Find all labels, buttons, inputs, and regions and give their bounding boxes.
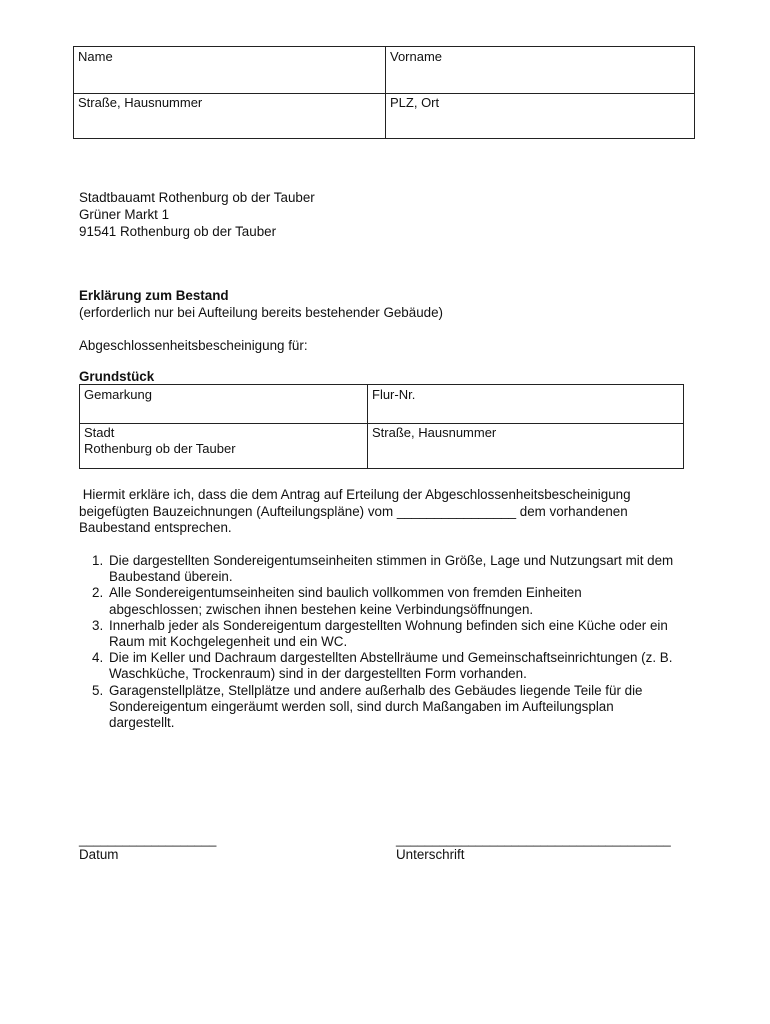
list-item-line: Waschküche, Trockenraum) sind in der dargestellten Form vorhanden.	[109, 666, 527, 682]
recipient-line-2: Grüner Markt 1	[79, 207, 170, 222]
signature-line[interactable]: ______________________________________	[396, 832, 671, 847]
plot-street-field[interactable]	[372, 425, 496, 441]
date-signature-line[interactable]: ___________________	[79, 832, 217, 847]
plz-label: PLZ, Ort	[390, 95, 440, 110]
street-field[interactable]	[78, 95, 202, 111]
stadt-label: Stadt	[84, 425, 115, 440]
list-number: 3.	[92, 617, 104, 633]
street-label: Straße, Hausnummer	[78, 95, 203, 110]
list-item-line: Sondereigentum eingeräumt werden soll, sind durch Maßangaben im Aufteilungsplan	[109, 698, 614, 714]
list-item-line: Alle Sondereigentumseinheiten sind baulich vollkommen von fremden Einheiten	[109, 585, 582, 601]
date-label: Datum	[79, 847, 119, 862]
plot-heading: Grundstück	[79, 369, 155, 384]
gemarkung-field[interactable]	[84, 387, 152, 403]
flur-field[interactable]	[372, 387, 415, 403]
table-divider-horizontal	[80, 423, 683, 424]
flur-label: Flur-Nr.	[372, 387, 416, 402]
list-number: 2.	[92, 585, 104, 601]
gemarkung-label: Gemarkung	[84, 387, 152, 402]
applicant-table	[73, 46, 695, 139]
recipient-line-3: 91541 Rothenburg ob der Tauber	[79, 224, 277, 239]
stadt-value: Rothenburg ob der Tauber	[84, 441, 236, 456]
list-item-line: Die im Keller und Dachraum dargestellten Abstellräume und Gemeinschaftseinrichtungen (z. B.	[109, 650, 673, 666]
list-number: 1.	[92, 553, 104, 568]
statement-line-2: beigefügten Bauzeichnungen (Aufteilungspläne) vom ________________ dem vorhandenen	[79, 503, 628, 519]
list-item-line: Die dargestellten Sondereigentumseinheiten stimmen in Größe, Lage und Nutzungsart mit dem	[109, 553, 674, 568]
list-item-line: dargestellt.	[109, 715, 175, 731]
stadt-field[interactable]	[84, 425, 236, 457]
signature-label: Unterschrift	[396, 847, 465, 862]
list-item-line: Garagenstellplätze, Stellplätze und andere außerhalb des Gebäudes liegende Teile für die	[109, 682, 643, 698]
declaration-subtitle: (erforderlich nur bei Aufteilung bereits bestehender Gebäude)	[79, 305, 444, 320]
list-item-line: abgeschlossen; zwischen ihnen bestehen keine Verbindungsöffnungen.	[109, 601, 534, 617]
plot-street-label: Straße, Hausnummer	[372, 425, 497, 440]
statement-paragraph	[79, 487, 679, 537]
statement-line-1: Hiermit erkläre ich, dass die dem Antrag auf Erteilung der Abgeschlossenheitsbescheinigung	[79, 487, 631, 502]
plot-table	[79, 384, 684, 469]
list-item	[79, 585, 699, 617]
list-number: 5.	[92, 682, 104, 698]
declaration-list	[79, 553, 699, 731]
certificate-for-label: Abgeschlossenheitsbescheinigung für:	[79, 338, 308, 353]
plz-field[interactable]	[390, 95, 439, 111]
declaration-title: Erklärung zum Bestand	[79, 288, 229, 303]
list-item-line: Baubestand überein.	[109, 569, 233, 585]
list-item	[79, 650, 699, 682]
vorname-field[interactable]	[390, 49, 442, 65]
list-item	[79, 683, 699, 732]
name-label: Name	[78, 49, 113, 64]
statement-line-3: Baubestand entsprechen.	[79, 520, 232, 535]
table-divider-vertical	[367, 385, 368, 468]
list-number: 4.	[92, 650, 104, 666]
table-divider-horizontal	[74, 93, 694, 94]
recipient-line-1: Stadtbauamt Rothenburg ob der Tauber	[79, 190, 315, 205]
name-field[interactable]	[78, 49, 113, 65]
list-item	[79, 618, 699, 650]
list-item-line: Raum mit Kochgelegenheit und ein WC.	[109, 634, 348, 650]
vorname-label: Vorname	[390, 49, 443, 64]
list-item	[79, 553, 699, 585]
list-item-line: Innerhalb jeder als Sondereigentum dargestellten Wohnung befinden sich eine Küche oder ein	[109, 617, 668, 633]
